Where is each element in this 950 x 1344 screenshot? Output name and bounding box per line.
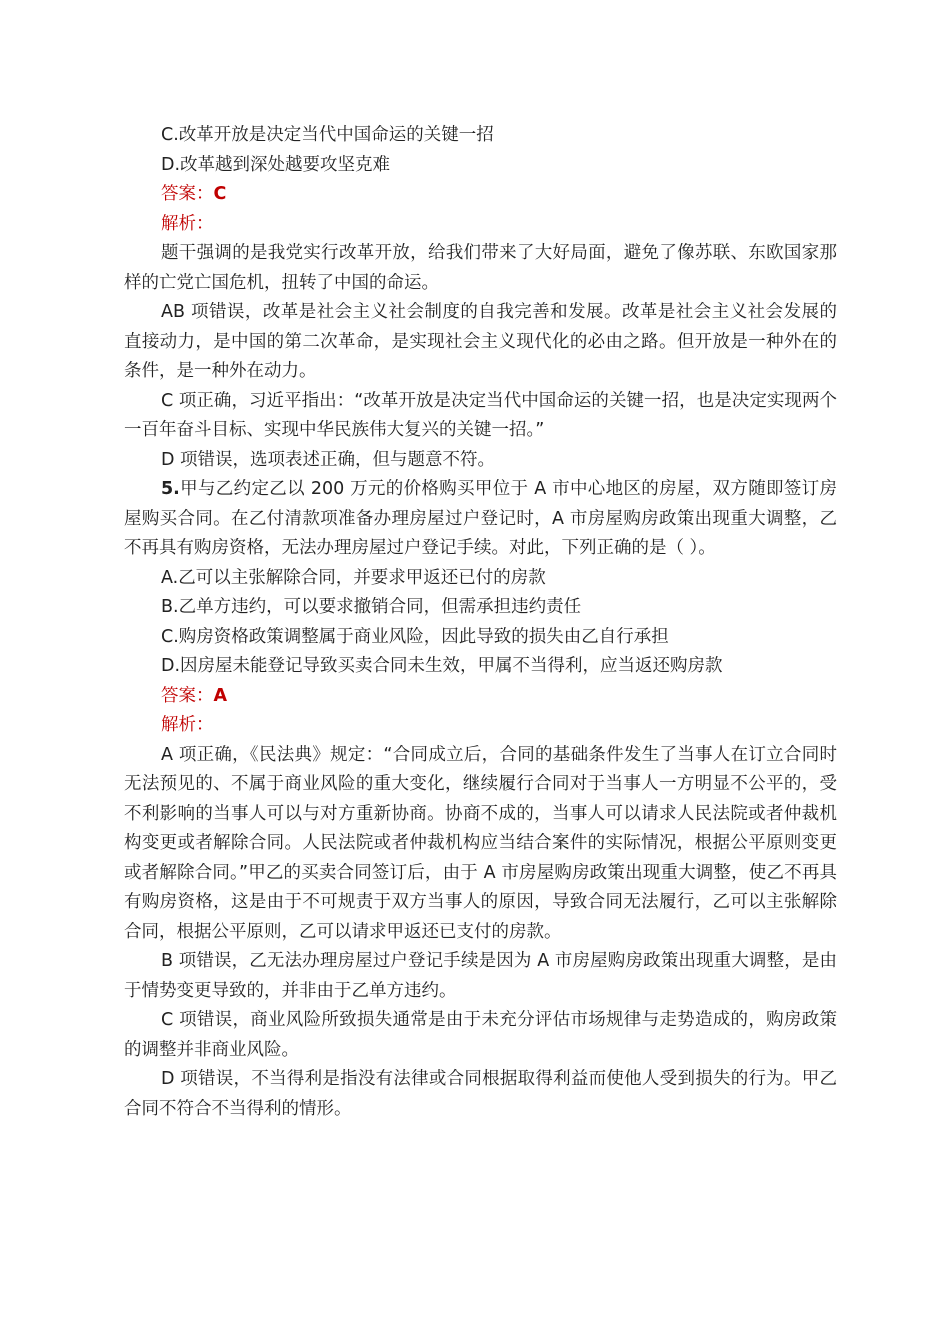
q4-analysis-paragraph: D 项错误，选项表述正确，但与题意不符。 bbox=[161, 449, 496, 470]
answer-label: 答案： bbox=[161, 685, 214, 706]
q5-option-c: C.购房资格政策调整属于商业风险，因此导致的损失由乙自行承担 bbox=[161, 626, 669, 647]
q4-analysis-label: 解析： bbox=[161, 213, 214, 234]
answer-value: A bbox=[213, 685, 228, 706]
q4-answer bbox=[124, 180, 837, 210]
answer-label: 答案： bbox=[161, 184, 214, 204]
q5-stem bbox=[124, 475, 837, 564]
q5-analysis-paragraph: C 项错误，商业风险所致损失通常是由于未充分评估市场规律与走势造成的，购房政策的调整并非商业风险。 bbox=[124, 1010, 837, 1060]
q5-analysis-label: 解析： bbox=[161, 715, 214, 735]
question-text: 甲与乙约定乙以 200 万元的价格购买甲位于 A 市中心地区的房屋，双方随即签订房屋购买合同。在乙付清款项准备办理房屋过户登记时，A 市房屋购房政策出现重大调整，乙不再具有购房资格，无法办理房屋过户登记手续。对此，下列正确的是（ ）。 bbox=[124, 479, 837, 558]
q4-option-d: D.改革越到深处越要攻坚克难 bbox=[161, 154, 391, 175]
q5-answer bbox=[124, 682, 837, 712]
q5-analysis-paragraph: A 项正确，《民法典》规定：“合同成立后，合同的基础条件发生了当事人在订立合同时无法预见的、不属于商业风险的重大变化，继续履行合同对于当事人一方明显不公平的，受不利影响的当事人可以与对方重新协商。协商不成的，当事人可以请求人民法院或者仲裁机构变更或者解除合同。人民法院或者仲裁机构应当结合案件的实际情况，根据公平原则变更或者解除合同。”甲乙的买卖合同签订后，由于 A 市房屋购房政策出现重大调整，使乙不再具有购房资格，这是由于不可规责于双方当事人的原因，导致合同无法履行，乙可以主张解除合同，根据公平原则，乙可以请求甲返还已支付的房款。 bbox=[124, 744, 837, 942]
q5-option-b: B.乙单方违约，可以要求撤销合同，但需承担违约责任 bbox=[161, 597, 582, 617]
q5-analysis-paragraph: B 项错误，乙无法办理房屋过户登记手续是因为 A 市房屋购房政策出现重大调整，是由于情势变更导致的，并非由于乙单方违约。 bbox=[124, 951, 837, 1001]
q4-analysis-paragraph: AB 项错误，改革是社会主义社会制度的自我完善和发展。改革是社会主义社会发展的直接动力，是中国的第二次革命，是实现社会主义现代化的必由之路。但开放是一种外在的条件，是一种外在动力。 bbox=[124, 302, 837, 381]
q4-analysis-paragraph: C 项正确，习近平指出：“改革开放是决定当代中国命运的关键一招，也是决定实现两个一百年奋斗目标、实现中华民族伟大复兴的关键一招。” bbox=[124, 390, 837, 440]
answer-value: C bbox=[213, 184, 227, 204]
q4-option-c: C.改革开放是决定当代中国命运的关键一招 bbox=[161, 125, 494, 145]
page-content bbox=[124, 121, 837, 1124]
q4-analysis-paragraph: 题干强调的是我党实行改革开放，给我们带来了大好局面，避免了像苏联、东欧国家那样的亡党亡国危机，扭转了中国的命运。 bbox=[124, 243, 837, 293]
q5-option-d: D.因房屋未能登记导致买卖合同未生效，甲属不当得利，应当返还购房款 bbox=[161, 656, 723, 676]
q5-analysis-paragraph: D 项错误，不当得利是指没有法律或合同根据取得利益而使他人受到损失的行为。甲乙合同不符合不当得利的情形。 bbox=[124, 1069, 837, 1119]
q5-option-a: A.乙可以主张解除合同，并要求甲返还已付的房款 bbox=[161, 567, 546, 588]
question-number: 5. bbox=[161, 479, 180, 499]
